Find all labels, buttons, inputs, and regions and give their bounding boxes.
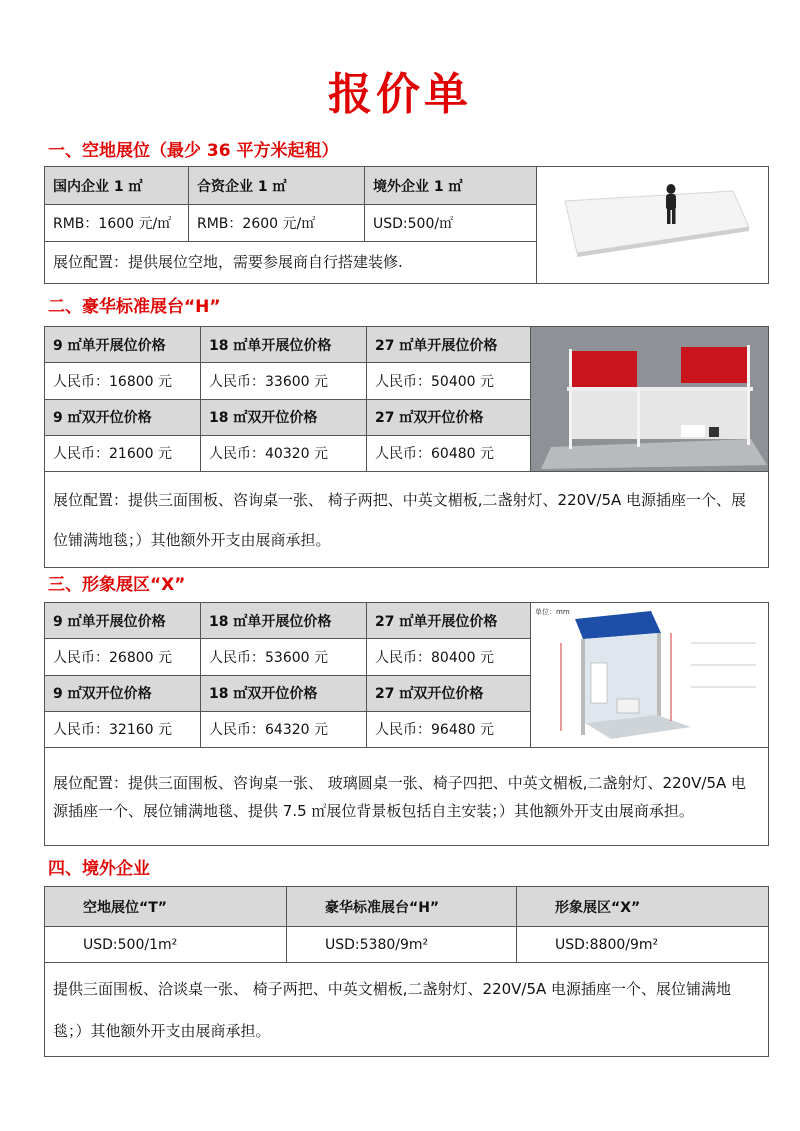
- section-4-table: [44, 886, 769, 1057]
- s3-header-9-double: 9 ㎡双开位价格: [45, 675, 201, 711]
- image-booth-x-image: [531, 603, 769, 748]
- section-2-heading: 二、豪华标准展台“H”: [48, 297, 221, 317]
- empty-space-booth-image: [537, 167, 769, 284]
- s4-config-note: 提供三面围板、洽谈桌一张、 椅子两把、中英文楣板,二盏射灯、220V/5A 电源插座一个、展位铺满地毯；）其他额外开支由展商承担。: [45, 963, 769, 1057]
- page-title: 报价单: [328, 69, 472, 120]
- s3-price-27-single: 人民币：80400 元: [367, 639, 531, 675]
- s3-price-9-double: 人民币：32160 元: [45, 711, 201, 747]
- section-1-table: [44, 166, 769, 284]
- s2-header-18-double: 18 ㎡双开位价格: [201, 399, 367, 435]
- s3-header-27-double: 27 ㎡双开位价格: [367, 675, 531, 711]
- standard-booth-h-image: [531, 327, 769, 472]
- s4-price-standard-h: USD:5380/9m²: [287, 927, 517, 963]
- s2-header-9-single: 9 ㎡单开展位价格: [45, 327, 201, 363]
- s1-price-domestic: RMB：1600 元/㎡: [45, 205, 189, 241]
- section-3-table: [44, 602, 769, 846]
- s3-price-27-double: 人民币：96480 元: [367, 711, 531, 747]
- s3-header-18-double: 18 ㎡双开位价格: [201, 675, 367, 711]
- s2-price-27-single: 人民币：50400 元: [367, 363, 531, 399]
- s3-price-18-double: 人民币：64320 元: [201, 711, 367, 747]
- s1-price-foreign: USD:500/㎡: [365, 205, 537, 241]
- s1-price-joint: RMB：2600 元/㎡: [189, 205, 365, 241]
- s1-config-note: 展位配置：提供展位空地，需要参展商自行搭建装修.: [45, 241, 537, 283]
- s2-price-18-single: 人民币：33600 元: [201, 363, 367, 399]
- s3-header-9-single: 9 ㎡单开展位价格: [45, 603, 201, 639]
- s3-header-18-single: 18 ㎡单开展位价格: [201, 603, 367, 639]
- s3-price-9-single: 人民币：26800 元: [45, 639, 201, 675]
- s4-header-image-x: 形象展区“X”: [517, 887, 769, 927]
- s2-header-18-single: 18 ㎡单开展位价格: [201, 327, 367, 363]
- section-4-heading: 四、境外企业: [48, 859, 150, 879]
- section-1-heading: 一、空地展位（最少 36 平方米起租）: [48, 141, 339, 161]
- s3-price-18-single: 人民币：53600 元: [201, 639, 367, 675]
- s2-header-27-single: 27 ㎡单开展位价格: [367, 327, 531, 363]
- s4-header-space-t: 空地展位“T”: [45, 887, 287, 927]
- section-3-heading: 三、形象展区“X”: [48, 575, 186, 595]
- s3-header-27-single: 27 ㎡单开展位价格: [367, 603, 531, 639]
- s2-price-18-double: 人民币：40320 元: [201, 435, 367, 471]
- s2-price-9-single: 人民币：16800 元: [45, 363, 201, 399]
- s2-price-27-double: 人民币：60480 元: [367, 435, 531, 471]
- booth-x-unit-label: 单位：mm: [535, 608, 570, 616]
- s1-header-domestic: 国内企业 1 ㎡: [45, 167, 189, 205]
- s2-header-27-double: 27 ㎡双开位价格: [367, 399, 531, 435]
- s1-header-joint: 合资企业 1 ㎡: [189, 167, 365, 205]
- section-2-table: [44, 326, 769, 568]
- s2-config-note: 展位配置：提供三面围板、咨询桌一张、 椅子两把、中英文楣板,二盏射灯、220V/5A 电源插座一个、展位铺满地毯；）其他额外开支由展商承担。: [45, 472, 769, 568]
- s2-header-9-double: 9 ㎡双开位价格: [45, 399, 201, 435]
- s4-price-image-x: USD:8800/9m²: [517, 927, 769, 963]
- s2-price-9-double: 人民币：21600 元: [45, 435, 201, 471]
- s4-price-space-t: USD:500/1m²: [45, 927, 287, 963]
- s4-header-standard-h: 豪华标准展台“H”: [287, 887, 517, 927]
- s1-header-foreign: 境外企业 1 ㎡: [365, 167, 537, 205]
- s3-config-note: 展位配置：提供三面围板、咨询桌一张、 玻璃圆桌一张、椅子四把、中英文楣板,二盏射灯、220V/5A 电源插座一个、展位铺满地毯、提供 7.5 ㎡展位背景板包括自主安装；）其他额外开支由展商承担。: [45, 748, 769, 846]
